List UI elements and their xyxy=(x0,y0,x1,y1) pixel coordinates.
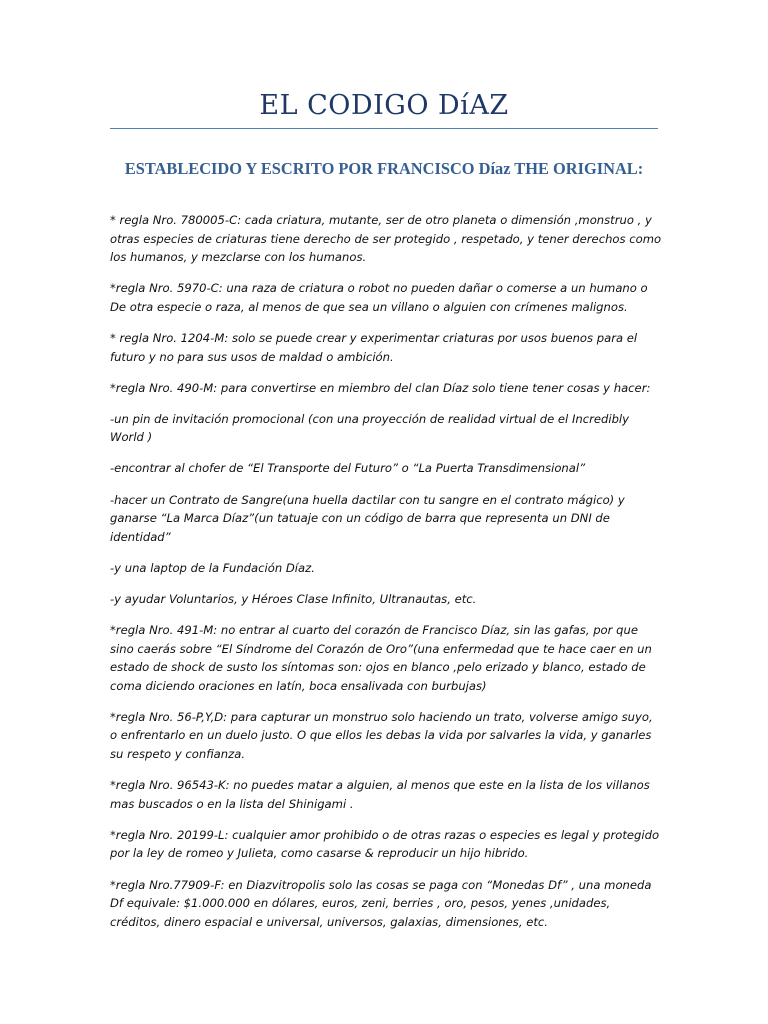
paragraph-rule-20199-l: *regla Nro. 20199-L: cualquier amor prohibido o de otras razas o especies es legal y protegido por la ley de romeo y Julieta, como casarse & reproducir un hijo hibrido. xyxy=(110,827,660,861)
paragraph-rule-77909-f: *regla Nro.77909-F: en Diazvitropolis solo las cosas se paga con “Monedas Df” , una moneda Df equivale: $1.000.000 en dólares, euros, zeni, berries , oro, pesos, yenes ,unidades, créditos, dinero espacial e universal, universos, galaxias, dimensiones, etc. xyxy=(110,877,652,929)
document-title: EL CODIGO DíAZ xyxy=(259,90,509,121)
paragraph-rule-96543-k: *regla Nro. 96543-K: no puedes matar a alguien, al menos que este en la lista de los villanos mas buscados o en la lista del Shinigami . xyxy=(110,778,650,811)
paragraph-requirement-voluntarios: -y ayudar Voluntarios, y Héroes Clase Infinito, Ultranautas, etc. xyxy=(110,591,477,606)
paragraph-rule-780005-c: * regla Nro. 780005-C: cada criatura, mutante, ser de otro planeta o dimensión ,monstruo , y otras especies de criaturas tiene derecho de ser protegido , respetado, y tener derechos como los humanos, y mezclarse con los humanos. xyxy=(110,213,662,265)
paragraph-requirement-pin: -un pin de invitación promocional (con una proyección de realidad virtual de el Incredibly World ) xyxy=(110,411,630,445)
paragraph-rule-490-m: *regla Nro. 490-M: para convertirse en miembro del clan Díaz solo tiene tener cosas y hacer: xyxy=(110,380,651,395)
paragraph-requirement-contrato: -hacer un Contrato de Sangre(una huella dactilar con tu sangre en el contrato mágico) y ganarse “La Marca Díaz”(un tatuaje con un código de barra que representa un DNI de identidad” xyxy=(110,492,625,544)
paragraph-rule-56-pyd: *regla Nro. 56-P,Y,D: para capturar un monstruo solo haciendo un trato, volverse amigo suyo, o enfrentarlo en un duelo justo. O que ellos les debas la vida por salvarles la vida, y ganarles su respeto y confianza. xyxy=(110,709,653,762)
paragraph-rule-491-m: *regla Nro. 491-M: no entrar al cuarto del corazón de Francisco Díaz, sin las gafas, por que sino caerás sobre “El Síndrome del Corazón de Oro”(una enfermedad que te hace caer en un estado de shock de susto los síntomas son: ojos en blanco ,pelo erizado y blanco, estado de coma diciendo oraciones en latín, boca ensalivada con burbujas) xyxy=(110,623,652,693)
paragraph-requirement-laptop: -y una laptop de la Fundación Díaz. xyxy=(110,560,315,575)
paragraph-rule-1204-m: * regla Nro. 1204-M: solo se puede crear y experimentar criaturas por usos buenos para el futuro y no para sus usos de maldad o ambición. xyxy=(110,330,638,364)
title-underline-rule xyxy=(110,128,658,129)
paragraph-requirement-chofer: -encontrar al chofer de “El Transporte del Futuro” o “La Puerta Transdimensional” xyxy=(110,461,586,476)
document-subtitle: ESTABLECIDO Y ESCRITO POR FRANCISCO Díaz THE ORIGINAL: xyxy=(124,159,644,178)
document-body xyxy=(110,211,662,944)
paragraph-rule-5970-c: *regla Nro. 5970-C: una raza de criatura o robot no pueden dañar o comerse a un humano o De otra especie o raza, al menos de que sea un villano o alguien con crímenes malignos. xyxy=(110,281,648,314)
